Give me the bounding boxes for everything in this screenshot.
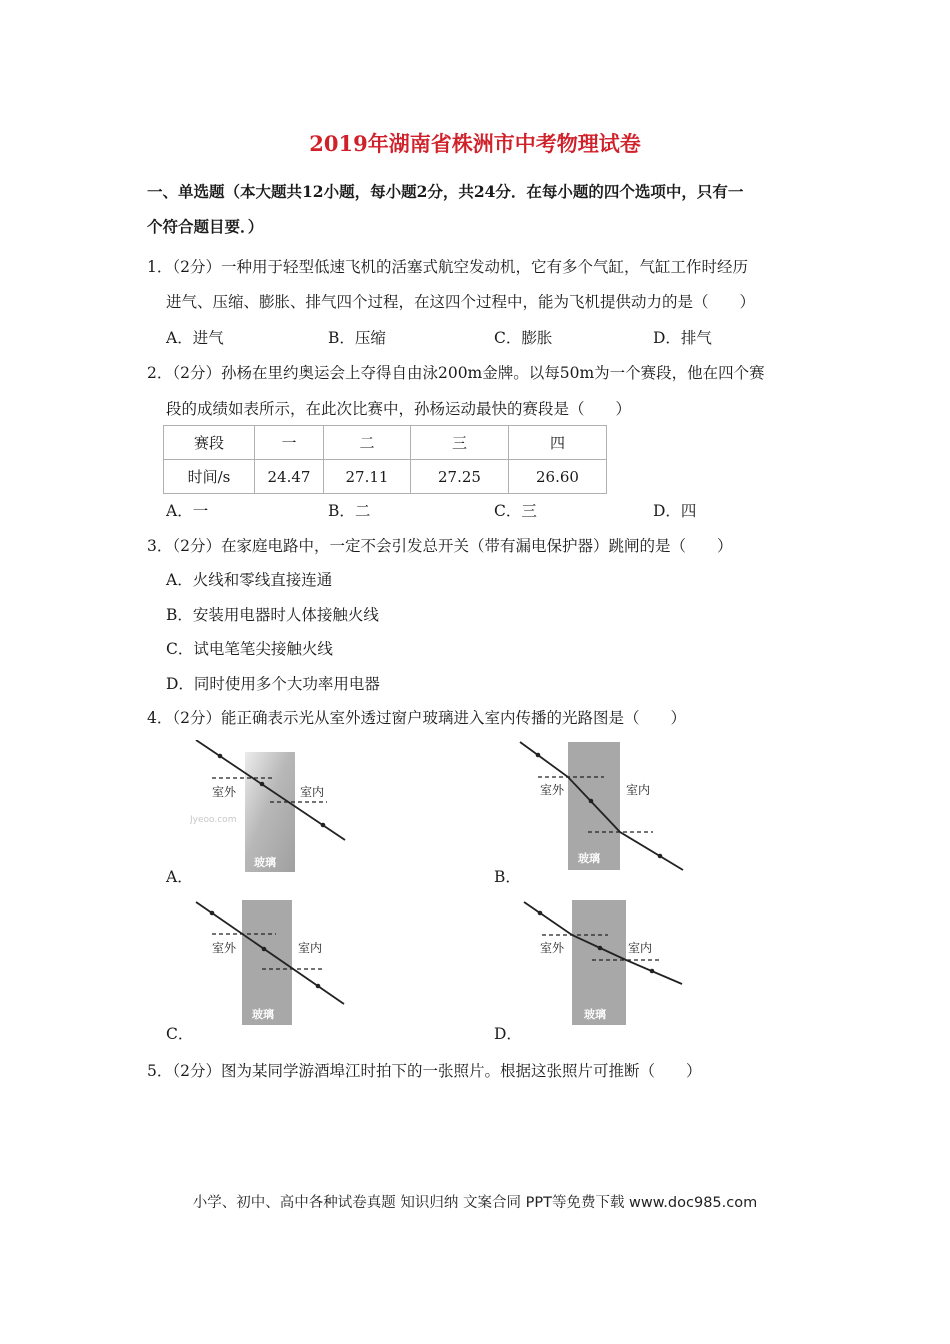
table-cell: 赛段: [164, 426, 255, 460]
question-2-option-c[interactable]: C．三: [494, 502, 537, 520]
question-3-option-a[interactable]: A．火线和零线直接连通: [166, 571, 333, 589]
table-cell: 27.11: [324, 460, 411, 494]
table-cell: 四: [509, 426, 607, 460]
light-path-diagram-b: [518, 740, 688, 875]
question-4-option-b[interactable]: B．: [494, 868, 521, 886]
light-path-diagram-c: [190, 898, 360, 1028]
question-2-option-d[interactable]: D．四: [653, 502, 697, 520]
glass-label: 玻璃: [252, 1008, 274, 1021]
indoor-label: 室内: [626, 783, 651, 797]
indoor-label: 室内: [300, 785, 325, 799]
question-1-option-a[interactable]: A．进气: [166, 329, 224, 347]
question-1-stem: 1．（2分）一种用于轻型低速飞机的活塞式航空发动机，它有多个气缸，气缸工作时经历: [147, 258, 748, 276]
table-cell: 一: [255, 426, 324, 460]
table-cell: 27.25: [411, 460, 509, 494]
question-4-option-d[interactable]: D．: [494, 1025, 522, 1043]
question-4-option-a[interactable]: A．: [166, 868, 193, 886]
outdoor-label: 室外: [540, 783, 565, 797]
indoor-label: 室内: [298, 941, 323, 955]
question-4-option-c[interactable]: C．: [166, 1025, 194, 1043]
question-3-option-d[interactable]: D．同时使用多个大功率用电器: [166, 675, 380, 693]
question-1-option-c[interactable]: C．膨胀: [494, 329, 553, 347]
question-4-stem: 4．（2分）能正确表示光从室外透过窗户玻璃进入室内传播的光路图是（ ）: [147, 709, 686, 727]
glass-label: 玻璃: [584, 1008, 606, 1021]
question-3-stem: 3．（2分）在家庭电路中，一定不会引发总开关（带有漏电保护器）跳闸的是（ ）: [147, 537, 733, 555]
table-cell: 26.60: [509, 460, 607, 494]
table-cell: 24.47: [255, 460, 324, 494]
table-row: [164, 460, 607, 494]
table-cell: 三: [411, 426, 509, 460]
glass-pane: [572, 900, 626, 1025]
glass-pane: [245, 752, 295, 872]
question-1-option-d[interactable]: D．排气: [653, 329, 712, 347]
question-2-option-b[interactable]: B．二: [328, 502, 371, 520]
outdoor-label: 室外: [212, 785, 237, 799]
glass-label: 玻璃: [254, 856, 276, 869]
section-heading-line1: 一、单选题（本大题共12小题，每小题2分，共24分．在每小题的四个选项中，只有一: [147, 182, 744, 201]
page-footer: 小学、初中、高中各种试卷真题 知识归纳 文案合同 PPT等免费下载 www.doc985.com: [192, 1195, 758, 1211]
question-3-option-c[interactable]: C．试电笔笔尖接触火线: [166, 640, 333, 658]
question-2-option-a[interactable]: A．一: [166, 502, 209, 520]
question-5-stem: 5．（2分）图为某同学游酒埠江时拍下的一张照片。根据这张照片可推断（ ）: [147, 1062, 702, 1080]
outdoor-label: 室外: [540, 941, 565, 955]
light-path-diagram-a: [190, 740, 360, 872]
section-heading-line2: 个符合题目要．）: [147, 217, 264, 236]
question-3-option-b[interactable]: B．安装用电器时人体接触火线: [166, 606, 379, 624]
question-2-stem: 2．（2分）孙杨在里约奥运会上夺得自由泳200m金牌。以每50m为一个赛段，他在四个赛: [147, 364, 765, 382]
question-2-stem-cont: 段的成绩如表所示，在此次比赛中，孙杨运动最快的赛段是（ ）: [166, 400, 632, 418]
light-path-diagram-d: [520, 898, 690, 1028]
question-1-option-b[interactable]: B．压缩: [328, 329, 386, 347]
watermark-text: Jyeoo.com: [190, 815, 237, 825]
page-title: 2019年湖南省株洲市中考物理试卷: [309, 131, 641, 156]
table-cell: 时间/s: [164, 460, 255, 494]
glass-label: 玻璃: [578, 852, 600, 865]
split-times-table: [163, 425, 607, 494]
outdoor-label: 室外: [212, 941, 237, 955]
table-cell: 二: [324, 426, 411, 460]
glass-pane: [568, 742, 620, 870]
question-1-stem-cont: 进气、压缩、膨胀、排气四个过程，在这四个过程中，能为飞机提供动力的是（ ）: [166, 293, 756, 311]
table-header-row: [164, 426, 607, 460]
indoor-label: 室内: [628, 941, 653, 955]
